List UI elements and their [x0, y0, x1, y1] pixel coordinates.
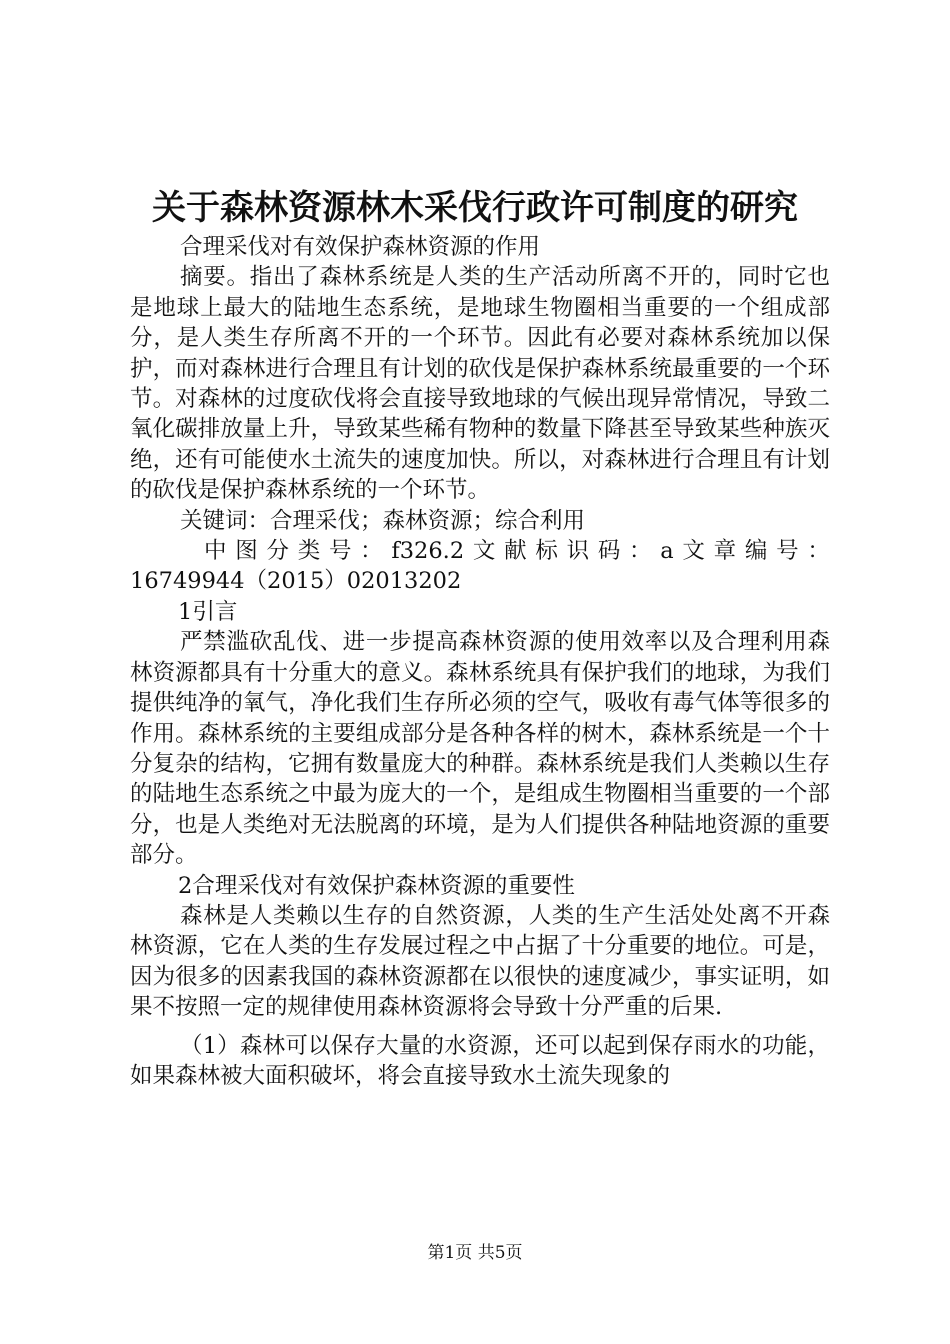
classification-labels [130, 536, 830, 566]
classification-part: 标 [535, 538, 558, 565]
classification-part: ： [360, 538, 383, 565]
article-number: 16749944（2015）02013202 [130, 568, 462, 595]
classification-part: 文 [682, 538, 705, 565]
classification-part: 编 [744, 538, 768, 565]
section2-heading: 2合理采伐对有效保护森林资源的重要性 [178, 872, 575, 899]
classification-part: 中 [204, 538, 227, 565]
classification-part: 分 [266, 538, 289, 565]
section1-paragraph: 严禁滥砍乱伐、进一步提高森林资源的使用效率以及合理利用森林资源都具有十分重大的意义。森林系统具有保护我们的地球，为我们提供纯净的氧气，净化我们生存所必须的空气，吸收有毒气体等很多的作用。森林系统的主要组成部分是各种各样的树木，森林系统是一个十分复杂的结构，它拥有数量庞大的种群。森林系统是我们人类赖以生存的陆地生态系统之中最为庞大的一个，是组成生物圈相当重要的一个部分，也是人类绝对无法脱离的环境，是为人们提供各种陆地资源的重要部分。 [130, 629, 830, 869]
classification-part: ： [629, 538, 652, 565]
document-title: 关于森林资源林木采伐行政许可制度的研究 [152, 188, 798, 228]
section1-heading: 1引言 [178, 598, 238, 625]
page-footer: 第1页 共5页 [427, 1243, 523, 1263]
document-body [130, 232, 830, 1091]
classification-part: 码 [597, 538, 621, 565]
keywords-line: 关键词：合理采伐；森林资源；综合利用 [180, 507, 586, 534]
classification-part: 图 [235, 538, 258, 565]
classification-part: ： [807, 538, 830, 565]
abstract-paragraph: 摘要。指出了森林系统是人类的生产活动所离不开的，同时它也是地球上最大的陆地生态系统，是地球生物圈相当重要的一个组成部分，是人类生存所离不开的一个环节。因此有必要对森林系统加以保护，而对森林进行合理且有计划的砍伐是保护森林系统最重要的一个环节。对森林的过度砍伐将会直接导致地球的气候出现异常情况，导致二氧化碳排放量上升，导致某些稀有物种的数量下降甚至导致某些种族灭绝，还有可能使水土流失的速度加快。所以，对森林进行合理且有计划的砍伐是保护森林系统的一个环节。 [130, 264, 830, 504]
classification-part: 号 [776, 538, 799, 565]
classification-part: f326.2 [391, 538, 465, 565]
classification-part: 章 [713, 538, 737, 565]
subtitle: 合理采伐对有效保护森林资源的作用 [180, 234, 541, 260]
classification-line [130, 536, 830, 597]
classification-part: 识 [566, 538, 590, 565]
classification-part: 献 [504, 538, 527, 565]
classification-part: 类 [297, 538, 321, 565]
item1-paragraph: （1）森林可以保存大量的水资源，还可以起到保存雨水的功能，如果森林被大面积破坏，将会直接导致水土流失现象的 [130, 1032, 830, 1089]
classification-part: 文 [472, 538, 496, 565]
classification-part: a [660, 538, 674, 565]
section2-paragraph: 森林是人类赖以生存的自然资源，人类的生产生活处处离不开森林资源，它在人类的生存发展过程之中占据了十分重要的地位。可是，因为很多的因素我国的森林资源都在以很快的速度减少，事实证明，如果不按照一定的规律使用森林资源将会导致十分严重的后果. [130, 902, 830, 1021]
classification-part: 号 [328, 538, 352, 565]
